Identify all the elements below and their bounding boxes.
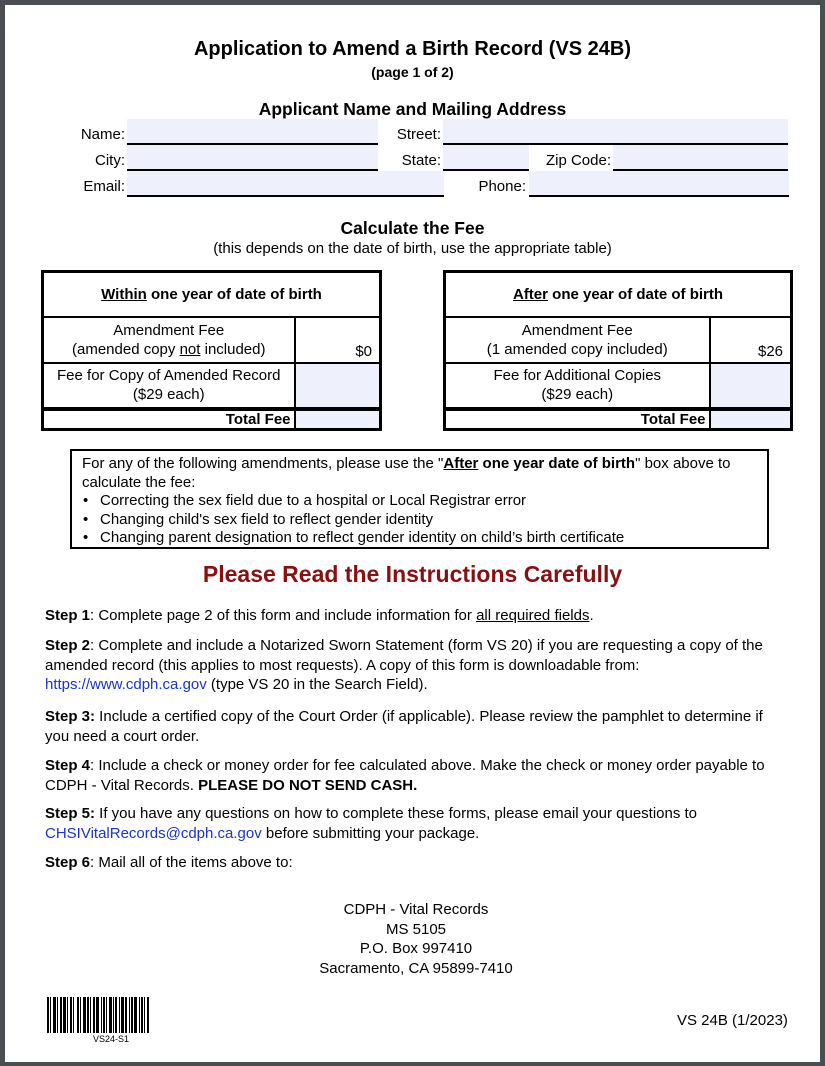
within-copy-fee-label: Fee for Copy of Amended Record ($29 each) [43, 363, 295, 409]
step-2: Step 2: Complete and include a Notarized Sworn Statement (form VS 20) if you are requesting a copy of the amended record (this applies to most requests). A copy of this form is downloadable from: https://www.cdph.ca.gov (type VS 20 in the Search Field). [45, 637, 763, 693]
zip-field[interactable] [613, 145, 788, 171]
page-title: Application to Amend a Birth Record (VS 24B) [193, 38, 632, 60]
city-field[interactable] [127, 145, 378, 171]
cdph-website-link[interactable]: https://www.cdph.ca.gov [45, 676, 207, 693]
mailing-address: CDPH - Vital Records MS 5105 P.O. Box 997410 Sacramento, CA 95899-7410 [319, 901, 513, 977]
fee-table-within [41, 270, 382, 431]
notice-intro: For any of the following amendments, please use the "After one year date of birth" box above to calculate the fee: [82, 455, 731, 491]
after-table-header: After one year of date of birth [445, 272, 792, 317]
after-amendment-fee-value: $26 [710, 317, 792, 363]
within-total-fee-input[interactable] [295, 409, 381, 430]
step-4: Step 4: Include a check or money order for fee calculated above. Make the check or money order payable to CDPH - Vital Records. PLEASE DO NOT SEND CASH. [45, 757, 765, 794]
after-amendment-fee-label: Amendment Fee (1 amended copy included) [445, 317, 710, 363]
state-field[interactable] [443, 145, 529, 171]
street-field[interactable] [443, 119, 788, 145]
email-label: Email: [83, 178, 125, 195]
step-5: Step 5: If you have any questions on how to complete these forms, please email your questions to CHSIVitalRecords@cdph.ca.gov before submitting your package. [45, 805, 698, 842]
fee-table-after [443, 270, 793, 431]
within-table-header: Within one year of date of birth [43, 272, 381, 317]
fee-heading: Calculate the Fee [340, 218, 485, 238]
phone-field[interactable] [529, 171, 789, 197]
within-total-fee-label: Total Fee [43, 409, 295, 430]
step-3: Step 3: Include a certified copy of the Court Order (if applicable). Please review the pamphlet to determine if you need a court order. [45, 708, 763, 745]
applicant-heading: Applicant Name and Mailing Address [258, 99, 567, 119]
form-number: VS 24B (1/2023) [677, 1012, 788, 1029]
vital-records-email-link[interactable]: CHSIVitalRecords@cdph.ca.gov [45, 824, 262, 842]
fee-subheading: (this depends on the date of birth, use the appropriate table) [213, 240, 612, 257]
after-total-fee-input[interactable] [710, 409, 792, 430]
barcode-label: VS24-S1 [93, 1034, 130, 1044]
zip-label: Zip Code: [545, 152, 611, 169]
after-copy-fee-input[interactable] [710, 363, 792, 409]
notice-item: • Changing child's sex field to reflect gender identity [82, 511, 757, 530]
within-amendment-fee-value: $0 [295, 317, 381, 363]
after-total-fee-label: Total Fee [445, 409, 710, 430]
notice-item: • Changing parent designation to reflect gender identity on child’s birth certificate [82, 529, 757, 548]
instructions-warning: Please Read the Instructions Carefully [202, 561, 623, 587]
name-label: Name: [80, 126, 125, 143]
notice-list [82, 492, 757, 548]
step-1: Step 1: Complete page 2 of this form and include information for all required fields. [45, 607, 594, 624]
after-copy-fee-label: Fee for Additional Copies ($29 each) [445, 363, 710, 409]
step-6: Step 6: Mail all of the items above to: [45, 854, 293, 871]
page-subtitle: (page 1 of 2) [371, 64, 454, 80]
amendment-notice-box [70, 449, 769, 549]
phone-label: Phone: [478, 178, 526, 195]
within-amendment-fee-label: Amendment Fee (amended copy not included) [43, 317, 295, 363]
street-label: Street: [396, 126, 441, 143]
name-field[interactable] [127, 119, 378, 145]
form-page [5, 5, 820, 1062]
within-copy-fee-input[interactable] [295, 363, 381, 409]
state-label: State: [401, 152, 441, 169]
notice-item: • Correcting the sex field due to a hospital or Local Registrar error [82, 492, 757, 511]
email-field[interactable] [127, 171, 444, 197]
city-label: City: [95, 152, 125, 169]
barcode-icon [47, 997, 187, 1033]
